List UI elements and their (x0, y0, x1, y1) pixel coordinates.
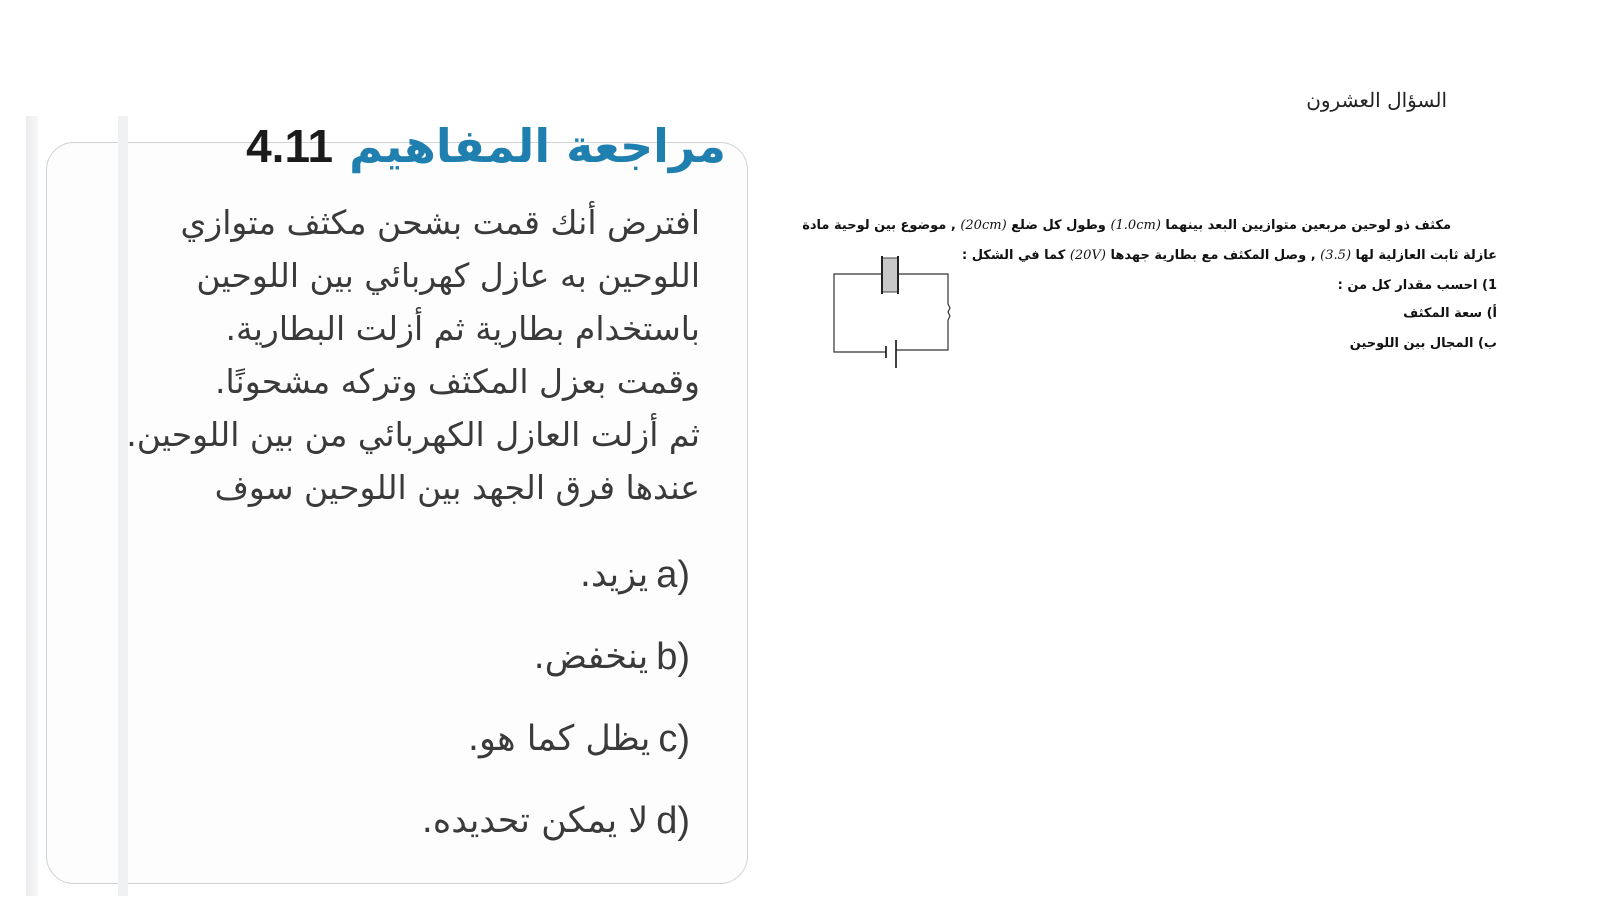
question-line: اللوحين به عازل كهربائي بين اللوحين (196, 256, 700, 295)
circuit-wire-right-lower (896, 320, 948, 350)
card-spine-shadow (26, 116, 38, 896)
dielectric-constant-value: (3.5) (1320, 248, 1352, 263)
problem-line-2 (962, 248, 1497, 263)
question-line: افترض أنك قمت بشحن مكثف متوازي (180, 203, 700, 242)
problem-text: , وصل المكثف مع بطارية جهدها (1110, 248, 1316, 263)
option-text: لا يمكن تحديده. (421, 801, 649, 841)
option-text: ينخفض. (533, 637, 649, 677)
plate-distance-value: (1.0cm) (1110, 218, 1161, 233)
problem-text: عازلة ثابت العازلية لها (1355, 248, 1497, 263)
problem-text: مكثف ذو لوحين مربعين متوازيين البعد بينهما (1165, 218, 1451, 233)
option-letter: b) (656, 635, 690, 678)
problem-text: , موضوع بين لوحية مادة (802, 218, 956, 233)
circuit-wire-top-left (834, 274, 886, 352)
section-heading: السؤال العشرون (1306, 88, 1447, 112)
answer-option-b (190, 616, 690, 698)
battery-voltage-value: (20V) (1069, 248, 1106, 263)
option-letter: a) (656, 553, 690, 596)
concept-question-text (60, 196, 700, 514)
answer-option-c (190, 698, 690, 780)
answer-option-a (190, 534, 690, 616)
plate-side-value: (20cm) (960, 218, 1007, 233)
problem-line-1 (802, 218, 1451, 233)
card-title-text: مراجعة المفاهيم (349, 119, 726, 173)
answer-option-d (190, 780, 690, 862)
concept-review-card (26, 116, 756, 896)
switch-icon (948, 304, 950, 320)
question-line: باستخدام بطارية ثم أزلت البطارية. (225, 309, 700, 348)
problem-text: وطول كل ضلع (1011, 218, 1106, 233)
answer-options (190, 534, 690, 862)
circuit-diagram (832, 256, 956, 372)
task-b-electric-field: ب) المجال بين اللوحين (1349, 336, 1497, 351)
card-title-number: 4.11 (246, 120, 334, 172)
task-intro: 1) احسب مقدار كل من : (1337, 278, 1497, 293)
capacitor-icon (882, 258, 898, 292)
option-letter: c) (658, 717, 690, 760)
task-a-capacitance: أ) سعة المكثف (1403, 306, 1497, 321)
problem-text: كما في الشكل : (961, 248, 1066, 263)
option-text: يزيد. (579, 555, 649, 595)
question-line: عندها فرق الجهد بين اللوحين سوف (214, 468, 700, 507)
card-title (246, 116, 726, 176)
question-line: وقمت بعزل المكثف وتركه مشحونًا. (214, 362, 700, 401)
question-line: ثم أزلت العازل الكهربائي من بين اللوحين. (126, 415, 700, 454)
circuit-wire-top-right (899, 274, 948, 304)
option-letter: d) (656, 799, 690, 842)
option-text: يظل كما هو. (467, 719, 651, 759)
